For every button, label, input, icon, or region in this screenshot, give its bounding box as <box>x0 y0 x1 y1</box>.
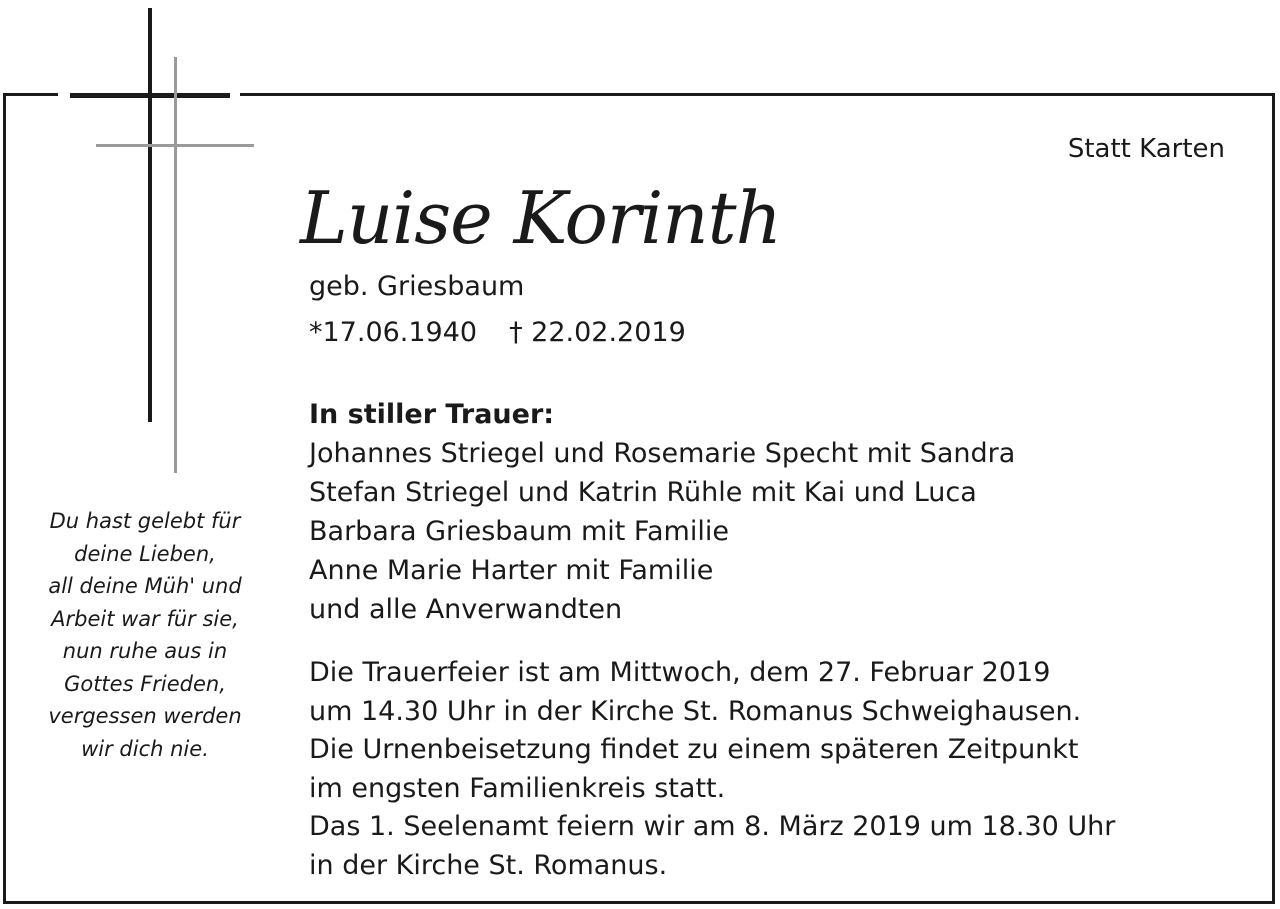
death-date: † 22.02.2019 <box>509 317 686 348</box>
mourner-line: Anne Marie Harter mit Familie <box>309 555 714 586</box>
poem-line: Arbeit war für sie, <box>51 606 239 631</box>
mourning-heading: In stiller Trauer: <box>309 399 555 430</box>
announcement-line: Die Urnenbeisetzung findet zu einem späteren Zeitpunkt <box>309 734 1079 765</box>
poem-line: vergessen werden <box>48 704 242 728</box>
announcement-line: Die Trauerfeier ist am Mittwoch, dem 27. Februar 2019 <box>309 657 1051 688</box>
mourner-line: Stefan Striegel und Katrin Rühle mit Kai und Luca <box>309 477 977 508</box>
statt-karten-note: Statt Karten <box>1067 134 1225 164</box>
announcement-line: im engsten Familienkreis statt. <box>309 772 726 804</box>
mourner-line: Barbara Griesbaum mit Familie <box>309 516 729 547</box>
deceased-name: Luise Korinth <box>300 176 781 260</box>
announcement-line: um 14.30 Uhr in der Kirche St. Romanus Schweighausen. <box>309 695 1082 727</box>
poem-line: nun ruhe aus in <box>62 639 228 663</box>
poem-line: wir dich nie. <box>81 736 209 761</box>
funeral-announcement <box>309 654 1115 885</box>
mourner-line: und alle Anverwandten <box>309 594 623 625</box>
cross-black-vertical <box>148 8 152 422</box>
birth-date: *17.06.1940 <box>309 317 478 348</box>
mourners-list <box>309 434 1015 629</box>
announcement-line: Das 1. Seelenamt feiern wir am 8. März 2019 um 18.30 Uhr <box>309 811 1116 842</box>
poem-line: all deine Müh' und <box>48 574 242 598</box>
mourner-line: Johannes Striegel und Rosemarie Specht mit Sandra <box>309 438 1016 469</box>
poem-line: Du hast gelebt für <box>49 509 241 533</box>
poem-line: deine Lieben, <box>74 541 216 566</box>
poem-line: Gottes Frieden, <box>64 671 226 696</box>
announcement-line: in der Kirche St. Romanus. <box>309 849 668 881</box>
cross-black-horizontal <box>70 93 230 98</box>
memorial-poem <box>20 505 270 765</box>
birth-name: geb. Griesbaum <box>309 271 525 302</box>
life-dates <box>309 313 686 352</box>
cross-grey-vertical <box>174 57 177 473</box>
cross-grey-horizontal <box>96 144 254 147</box>
